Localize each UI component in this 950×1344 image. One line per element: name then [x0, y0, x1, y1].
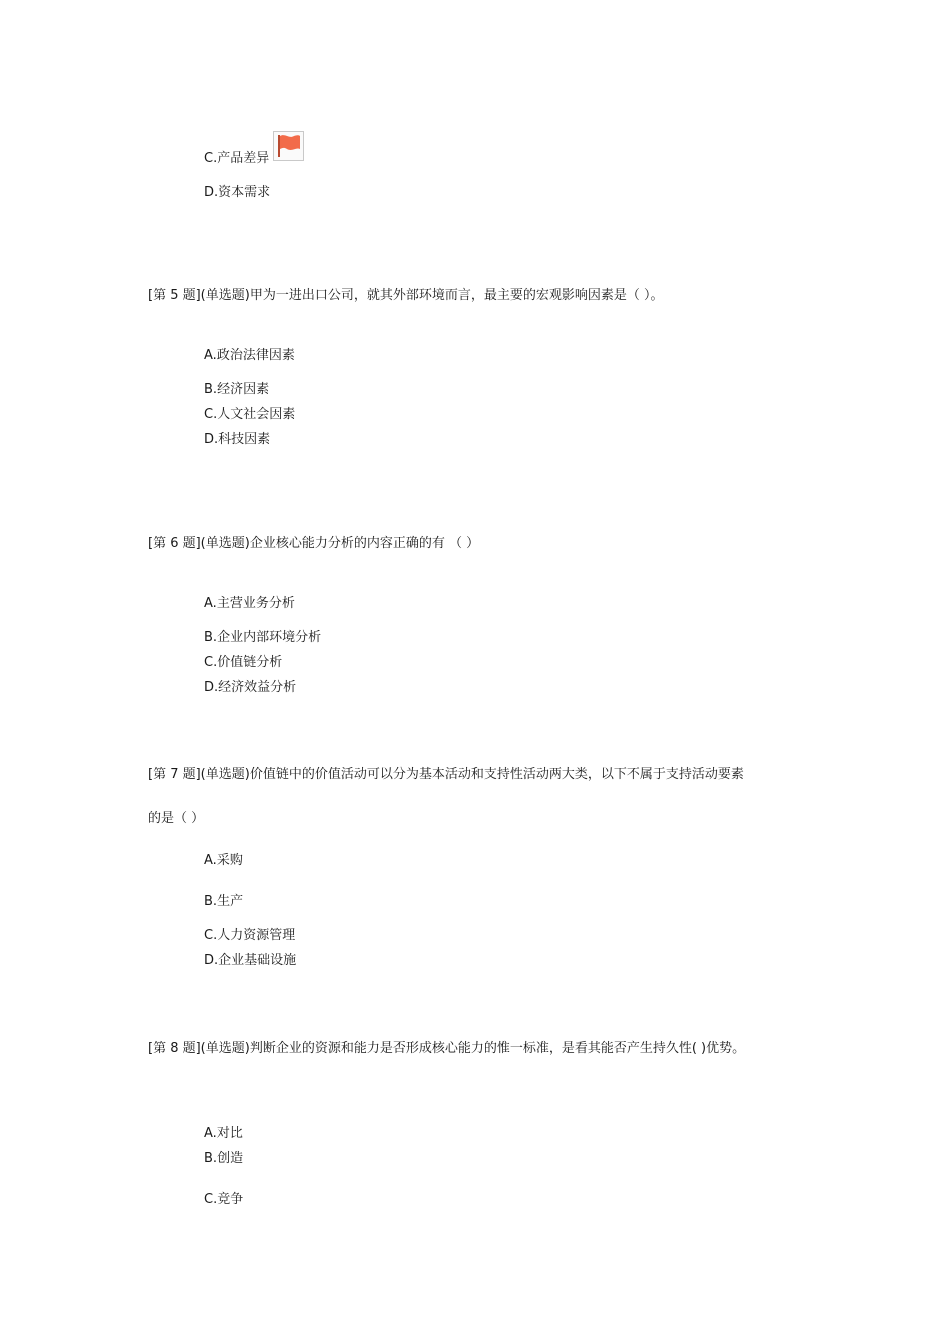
- option-key: A: [204, 348, 213, 363]
- question-text: 的是（ ）: [148, 811, 205, 826]
- option-key: B: [204, 894, 213, 909]
- question-label: [第 7 题](单选题): [148, 767, 250, 782]
- question-label: [第 5 题](单选题): [148, 288, 250, 303]
- question-text: 企业核心能力分析的内容正确的有 （ ）: [249, 536, 480, 551]
- question-label: [第 6 题](单选题): [148, 536, 250, 551]
- option-key: C: [204, 1192, 214, 1207]
- option-key: A: [204, 596, 213, 611]
- option-c[interactable]: C.价值链分析: [204, 655, 283, 670]
- option-a[interactable]: A.政治法律因素: [204, 348, 295, 363]
- option-b[interactable]: B.生产: [204, 894, 244, 909]
- option-text: 经济效益分析: [218, 680, 297, 695]
- option-text: 主营业务分析: [216, 596, 295, 611]
- question-5: [148, 287, 663, 305]
- option-text: 竞争: [217, 1192, 244, 1207]
- option-key: D: [204, 680, 215, 695]
- option-text: 政治法律因素: [216, 348, 295, 363]
- option-text: 对比: [216, 1126, 243, 1141]
- option-key: C: [204, 928, 214, 943]
- question-label: [第 8 题](单选题): [148, 1041, 250, 1056]
- option-text: 企业内部环境分析: [217, 630, 322, 645]
- option-key: D: [204, 185, 215, 200]
- option-key: D: [204, 432, 215, 447]
- option-text: 创造: [217, 1151, 244, 1166]
- option-text: 资本需求: [218, 185, 271, 200]
- question-text: 甲为一进出口公司，就其外部环境而言，最主要的宏观影响因素是（ ）。: [249, 288, 664, 303]
- option-text: 人力资源管理: [217, 928, 296, 943]
- option-c[interactable]: C.人文社会因素: [204, 407, 296, 422]
- option-b[interactable]: B.企业内部环境分析: [204, 630, 322, 645]
- option-key: B: [204, 1151, 213, 1166]
- option-d[interactable]: D.经济效益分析: [204, 680, 297, 695]
- option-d[interactable]: D.企业基础设施: [204, 953, 297, 968]
- option-text: 经济因素: [217, 382, 270, 397]
- option-b[interactable]: B.经济因素: [204, 382, 270, 397]
- option-c[interactable]: C.竞争: [204, 1192, 244, 1207]
- question-text: 价值链中的价值活动可以分为基本活动和支持性活动两大类，以下不属于支持活动要素: [249, 767, 744, 782]
- option-key: B: [204, 382, 213, 397]
- option-key: B: [204, 630, 213, 645]
- option-b[interactable]: B.创造: [204, 1151, 244, 1166]
- option-d[interactable]: D.科技因素: [204, 432, 271, 447]
- option-a[interactable]: A.主营业务分析: [204, 596, 295, 611]
- question-8: [148, 1040, 745, 1058]
- option-key: D: [204, 953, 215, 968]
- question-7-continued: [148, 810, 204, 828]
- option-text: 产品差异: [217, 151, 270, 166]
- option-text: 价值链分析: [217, 655, 283, 670]
- option-text: 采购: [216, 853, 243, 868]
- option-key: C: [204, 407, 214, 422]
- option-text: 企业基础设施: [218, 953, 297, 968]
- question-6: [148, 535, 479, 553]
- option-a[interactable]: A.对比: [204, 1126, 243, 1141]
- option-text: 科技因素: [218, 432, 271, 447]
- option-key: C: [204, 655, 214, 670]
- question-text: 判断企业的资源和能力是否形成核心能力的惟一标准，是看其能否产生持久性( )优势。: [249, 1041, 746, 1056]
- option-text: 人文社会因素: [217, 407, 296, 422]
- option-a[interactable]: A.采购: [204, 853, 243, 868]
- option-text: 生产: [217, 894, 244, 909]
- question-7: [148, 766, 744, 784]
- option-c[interactable]: C.产品差异: [204, 151, 270, 166]
- option-key: A: [204, 1126, 213, 1141]
- option-key: C: [204, 151, 214, 166]
- option-key: A: [204, 853, 213, 868]
- option-d[interactable]: D.资本需求: [204, 185, 271, 200]
- flag-icon[interactable]: [273, 131, 304, 161]
- option-c[interactable]: C.人力资源管理: [204, 928, 296, 943]
